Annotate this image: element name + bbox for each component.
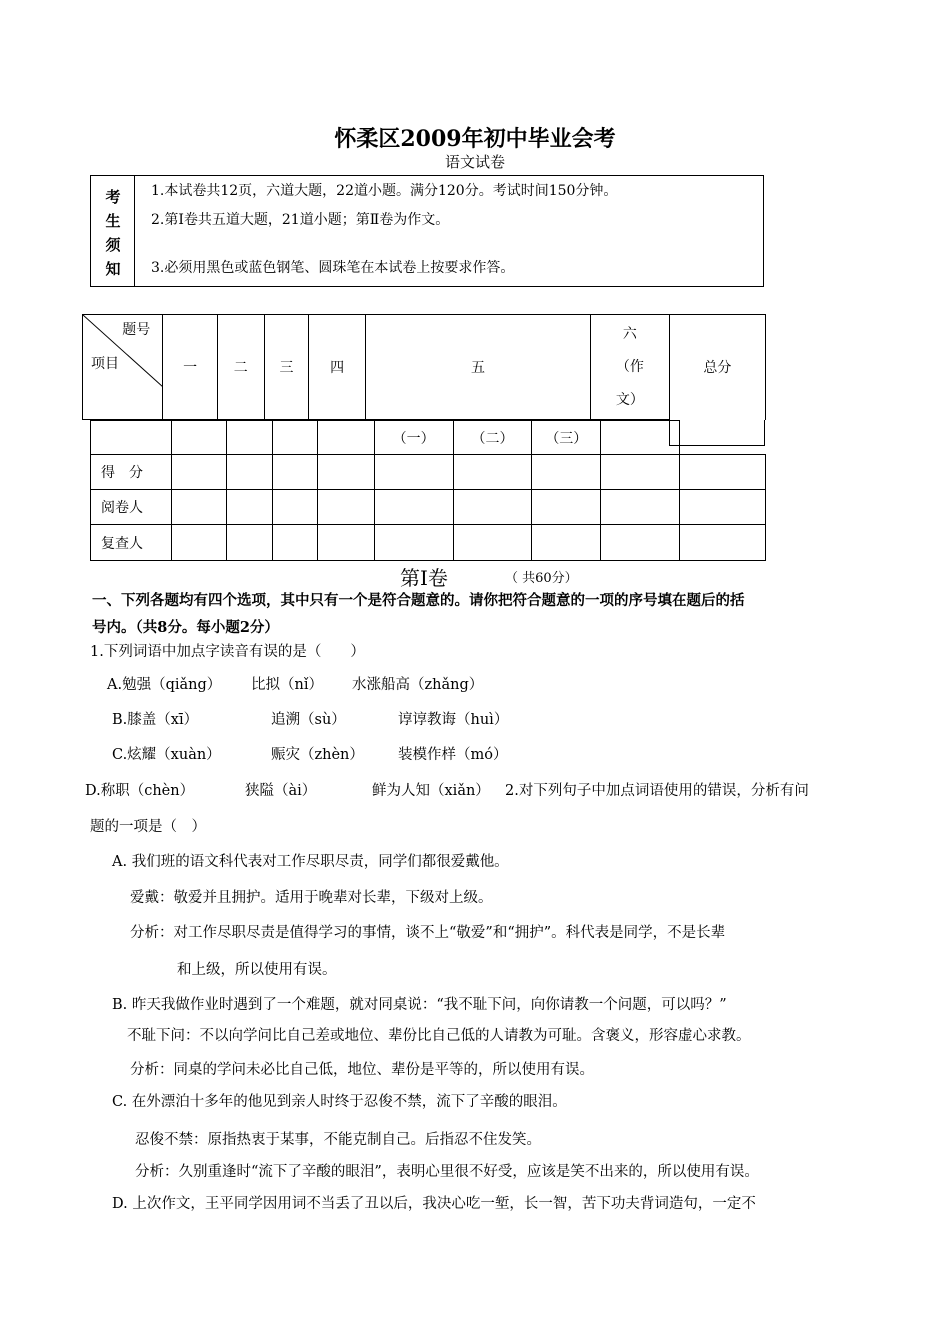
col6-line: 文） <box>615 391 644 408</box>
row-label-grader: 阅卷人 <box>91 490 172 525</box>
score-input-cell[interactable] <box>171 455 226 490</box>
diagonal-header-cell <box>83 315 163 420</box>
score-input-cell[interactable] <box>374 455 453 490</box>
grader-input-cell[interactable] <box>226 490 273 525</box>
q1-option-a-2: 比拟（nǐ） <box>251 677 323 693</box>
q2-option-a-analysis-line1: 分析：对工作尽职尽责是值得学习的事情，谈不上“敬爱”和“拥护”。科代表是同学，不是长辈 <box>130 925 726 941</box>
table-cell <box>226 421 273 455</box>
col-header: 三 <box>264 315 309 420</box>
grader-input-cell[interactable] <box>374 490 453 525</box>
score-input-cell[interactable] <box>453 455 532 490</box>
q2-option-d: D. 上次作文，王平同学因用词不当丢了丑以后，我决心吃一堑，长一智，苦下功夫背词造句，一定不 <box>112 1196 756 1212</box>
q1-option-c-2: 赈灾（zhèn） <box>271 747 364 763</box>
part1-title: 第Ⅰ卷 <box>400 566 448 590</box>
q2-option-b-analysis: 分析：同桌的学问未必比自己低，地位、辈份是平等的，所以使用有误。 <box>130 1062 594 1078</box>
section1-instruction-line1: 一、下列各题均有四个选项，其中只有一个是符合题意的。请你把符合题意的一项的序号填在题后的括 <box>92 592 745 609</box>
col-header: 二 <box>217 315 264 420</box>
q2-option-b: B. 昨天我做作业时遇到了一个难题，就对同桌说：“我不耻下问，向你请教一个问题，可以吗？” <box>112 997 727 1013</box>
q1-option-b-1: B.膝盖（xī） <box>112 712 199 728</box>
grader-input-cell[interactable] <box>171 490 226 525</box>
row-label-reviewer: 复查人 <box>91 525 172 561</box>
row-label-score: 得 分 <box>91 455 172 490</box>
sub-col-header: （三） <box>532 421 601 455</box>
reviewer-input-cell[interactable] <box>374 525 453 561</box>
col-header: 四 <box>309 315 366 420</box>
score-table-body <box>90 420 766 561</box>
col-header-essay <box>591 315 670 420</box>
notice-box <box>90 175 764 287</box>
q1-option-b-2: 追溯（sù） <box>271 712 346 728</box>
score-table-header <box>82 314 766 420</box>
score-input-cell[interactable] <box>679 455 765 490</box>
q2-option-a-analysis-line2: 和上级，所以使用有误。 <box>177 962 337 978</box>
notice-item: 3.必须用黑色或蓝色钢笔、圆珠笔在本试卷上按要求作答。 <box>151 260 515 276</box>
q2-option-b-definition: 不耻下问：不以向学问比自己差或地位、辈份比自己低的人请教为可耻。含褒义，形容虚心求教。 <box>127 1028 751 1044</box>
reviewer-input-cell[interactable] <box>273 525 318 561</box>
score-input-cell[interactable] <box>532 455 601 490</box>
notice-head-char: 考 <box>105 188 121 206</box>
q1-stem: 1.下列词语中加点字读音有误的是（ ） <box>90 644 365 660</box>
reviewer-input-cell[interactable] <box>226 525 273 561</box>
reviewer-input-cell[interactable] <box>318 525 375 561</box>
notice-head-char: 须 <box>105 236 121 254</box>
q2-option-c-analysis: 分析：久别重逢时“流下了辛酸的眼泪”，表明心里很不好受，应该是笑不出来的，所以使用有误。 <box>135 1164 759 1180</box>
score-input-cell[interactable] <box>318 455 375 490</box>
grader-input-cell[interactable] <box>532 490 601 525</box>
notice-item: 1.本试卷共12页，六道大题，22道小题。满分120分。考试时间150分钟。 <box>151 183 618 199</box>
notice-item: 2.第Ⅰ卷共五道大题，21道小题；第Ⅱ卷为作文。 <box>151 212 450 228</box>
score-input-cell[interactable] <box>226 455 273 490</box>
table-cell <box>171 421 226 455</box>
grader-input-cell[interactable] <box>679 490 765 525</box>
col-header-total: 总分 <box>669 315 765 420</box>
col-header: 一 <box>163 315 218 420</box>
q2-option-c: C. 在外漂泊十多年的他见到亲人时终于忍俊不禁，流下了辛酸的眼泪。 <box>112 1094 567 1110</box>
score-input-cell[interactable] <box>273 455 318 490</box>
col6-line: 六 <box>622 325 637 342</box>
score-input-cell[interactable] <box>601 455 680 490</box>
q2-option-a: A. 我们班的语文科代表对工作尽职尽责，同学们都很爱戴他。 <box>112 854 509 870</box>
table-cell <box>273 421 318 455</box>
q2-stem-line2: 题的一项是（ ） <box>90 819 206 835</box>
part1-subtitle: （ 共60分） <box>505 571 578 586</box>
reviewer-input-cell[interactable] <box>171 525 226 561</box>
table-cell <box>91 421 172 455</box>
diag-label-question: 题号 <box>122 322 151 338</box>
notice-head-char: 知 <box>105 260 121 278</box>
table-cell <box>601 421 680 455</box>
exam-title: 怀柔区2009年初中毕业会考 <box>334 126 616 152</box>
q2-option-a-definition: 爱戴：敬爱并且拥护。适用于晚辈对长辈，下级对上级。 <box>130 890 493 906</box>
col6-line: （作 <box>615 358 644 375</box>
grader-input-cell[interactable] <box>318 490 375 525</box>
diag-label-item: 项目 <box>91 356 119 372</box>
q2-stem-line1: 2.对下列句子中加点词语使用的错误，分析有问 <box>505 783 809 799</box>
col-header: 五 <box>365 315 590 420</box>
notice-head-char: 生 <box>105 212 121 230</box>
q2-option-c-definition: 忍俊不禁：原指热衷于某事，不能克制自己。后指忍不住发笑。 <box>135 1132 541 1148</box>
grader-input-cell[interactable] <box>273 490 318 525</box>
q1-option-a-3: 水涨船高（zhǎng） <box>352 677 484 693</box>
q1-option-c-1: C.炫耀（xuàn） <box>112 747 221 763</box>
grader-input-cell[interactable] <box>601 490 680 525</box>
table-cell-empty <box>679 421 765 455</box>
q1-option-d-3: 鲜为人知（xiǎn） <box>372 783 490 799</box>
section1-instruction-line2: 号内。（共8分。每小题2分） <box>92 619 279 636</box>
grader-input-cell[interactable] <box>453 490 532 525</box>
reviewer-input-cell[interactable] <box>679 525 765 561</box>
sub-col-header: （一） <box>374 421 453 455</box>
sub-col-header: （二） <box>453 421 532 455</box>
notice-header <box>91 176 135 286</box>
q1-option-d-2: 狭隘（ài） <box>245 783 317 799</box>
reviewer-input-cell[interactable] <box>532 525 601 561</box>
q1-option-c-3: 装模作样（mó） <box>398 747 508 763</box>
exam-subtitle: 语文试卷 <box>444 153 505 171</box>
reviewer-input-cell[interactable] <box>453 525 532 561</box>
q1-option-d-1: D.称职（chèn） <box>85 783 195 799</box>
q1-option-b-3: 谆谆教诲（huì） <box>398 712 509 728</box>
reviewer-input-cell[interactable] <box>601 525 680 561</box>
table-cell <box>318 421 375 455</box>
q1-option-a-1: A.勉强（qiǎng） <box>107 677 222 693</box>
